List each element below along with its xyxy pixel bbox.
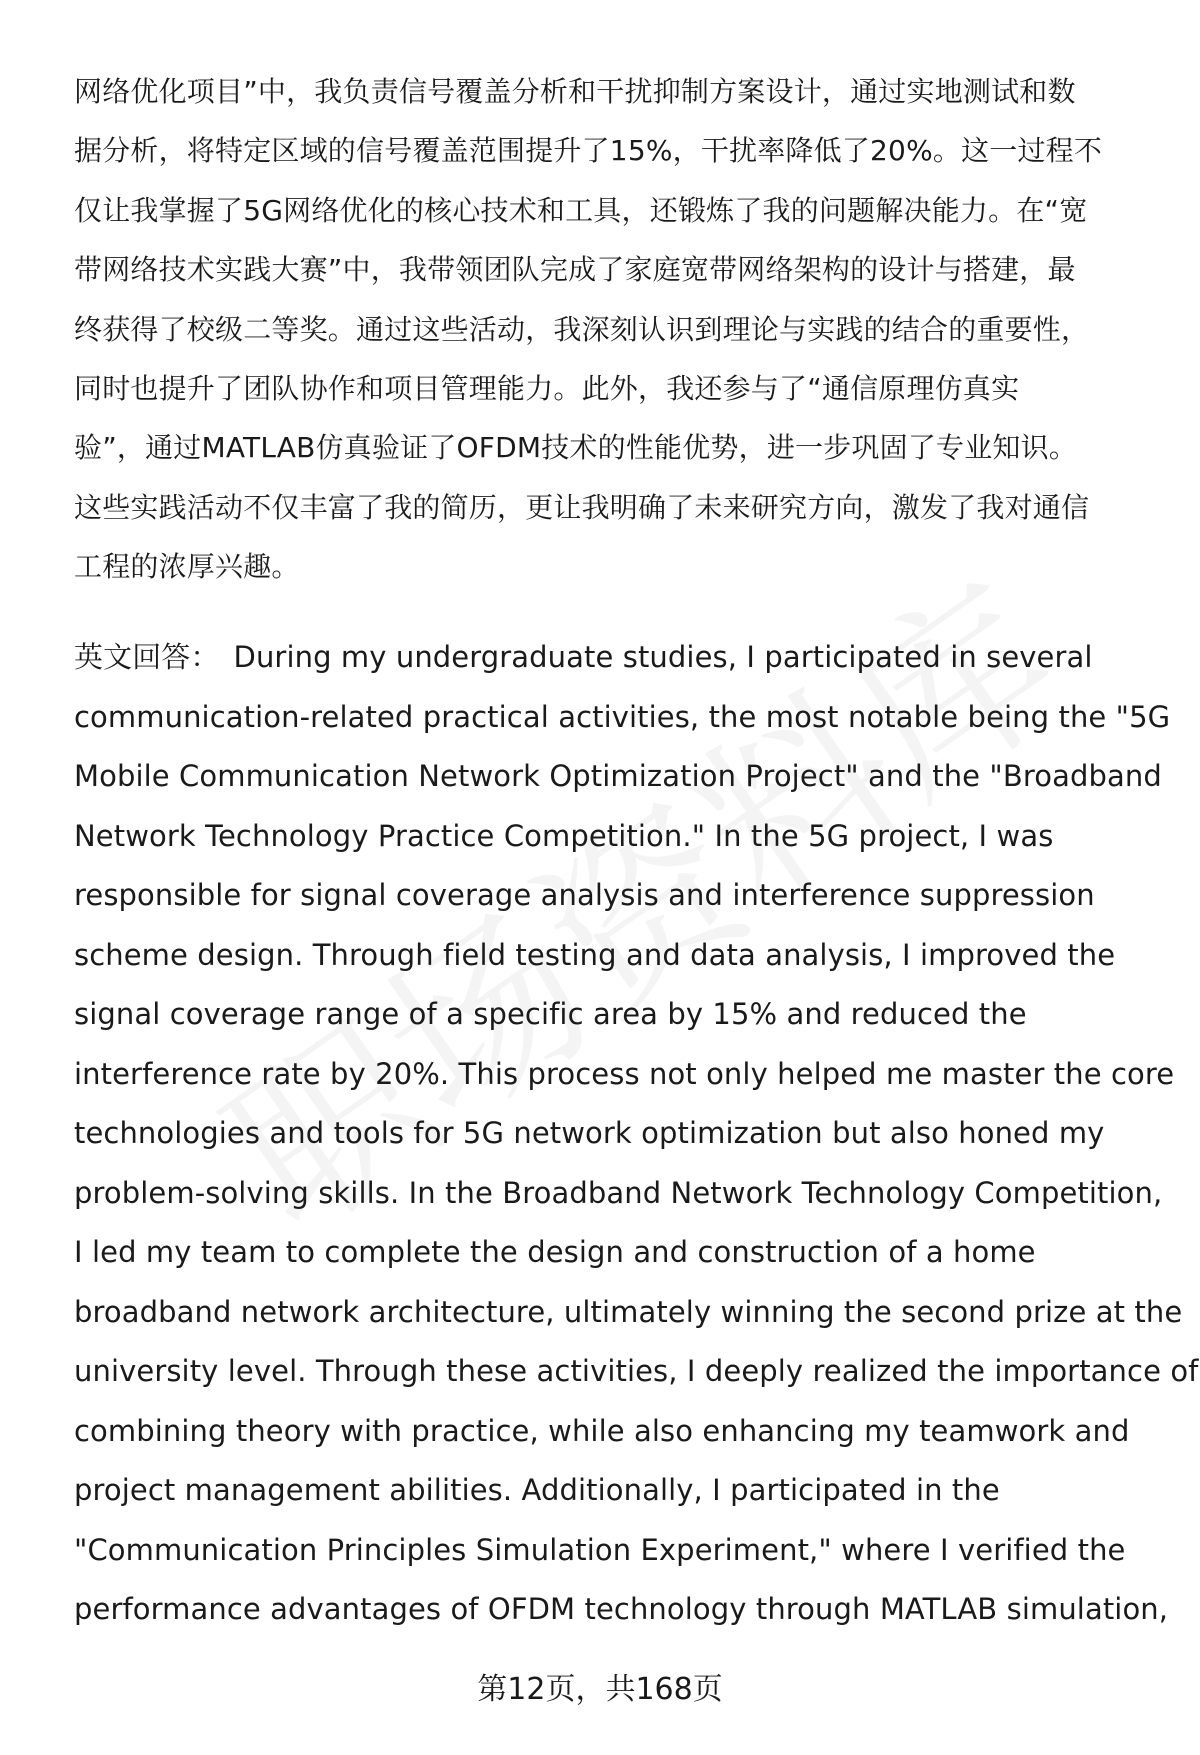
- chinese-line: 验”，通过MATLAB仿真验证了OFDM技术的性能优势，进一步巩固了专业知识。: [74, 431, 1078, 465]
- english-line: Mobile Communication Network Optimization Project" and the "Broadband: [74, 759, 1162, 793]
- chinese-line: 网络优化项目”中，我负责信号覆盖分析和干扰抑制方案设计，通过实地测试和数: [74, 75, 1076, 108]
- chinese-line: 仅让我掌握了5G网络优化的核心技术和工具，还锻炼了我的问题解决能力。在“宽: [74, 193, 1088, 227]
- english-line: interference rate by 20%. This process not only helped me master the core: [74, 1056, 1175, 1091]
- english-line: During my undergraduate studies, I participated in several: [233, 640, 1093, 674]
- chinese-answer-paragraph: [74, 62, 1156, 597]
- english-line: I led my team to complete the design and construction of a home: [74, 1235, 1036, 1269]
- chinese-line: 终获得了校级二等奖。通过这些活动，我深刻认识到理论与实践的结合的重要性，: [74, 312, 1090, 346]
- english-line: technologies and tools for 5G network optimization but also honed my: [74, 1116, 1105, 1150]
- chinese-line: 带网络技术实践大赛”中，我带领团队完成了家庭宽带网络架构的设计与搭建，最: [74, 253, 1076, 287]
- chinese-line: 据分析，将特定区域的信号覆盖范围提升了15%，干扰率降低了20%。这一过程不: [74, 134, 1103, 168]
- english-line: combining theory with practice, while also enhancing my teamwork and: [74, 1413, 1130, 1448]
- english-first-line: [74, 628, 1156, 688]
- english-line: broadband network architecture, ultimately winning the second prize at the: [74, 1294, 1183, 1329]
- english-line: responsible for signal coverage analysis and interference suppression: [74, 878, 1095, 912]
- english-line: project management abilities. Additionally, I participated in the: [74, 1473, 1000, 1507]
- chinese-line: 这些实践活动不仅丰富了我的简历，更让我明确了未来研究方向，激发了我对通信: [74, 490, 1090, 524]
- english-answer-label: 英文回答：: [74, 640, 220, 674]
- english-line: scheme design. Through field testing and data analysis, I improved the: [74, 937, 1116, 972]
- english-line: problem-solving skills. In the Broadband Network Technology Competition,: [74, 1175, 1163, 1210]
- english-line: "Communication Principles Simulation Experiment," where I verified the: [74, 1532, 1126, 1567]
- chinese-line: 工程的浓厚兴趣。: [74, 550, 300, 584]
- page-number: 第12页，共168页: [477, 1672, 723, 1707]
- english-answer-paragraph: [74, 628, 1199, 1640]
- english-line: Network Technology Practice Competition." In the 5G project, I was: [74, 818, 1054, 853]
- english-line: signal coverage range of a specific area by 15% and reduced the: [74, 997, 1027, 1031]
- english-line: university level. Through these activities, I deeply realized the importance of: [74, 1354, 1199, 1388]
- english-line: performance advantages of OFDM technology through MATLAB simulation,: [74, 1592, 1169, 1626]
- english-line: communication-related practical activities, the most notable being the "5G: [74, 699, 1171, 734]
- chinese-line: 同时也提升了团队协作和项目管理能力。此外，我还参与了“通信原理仿真实: [74, 372, 1020, 406]
